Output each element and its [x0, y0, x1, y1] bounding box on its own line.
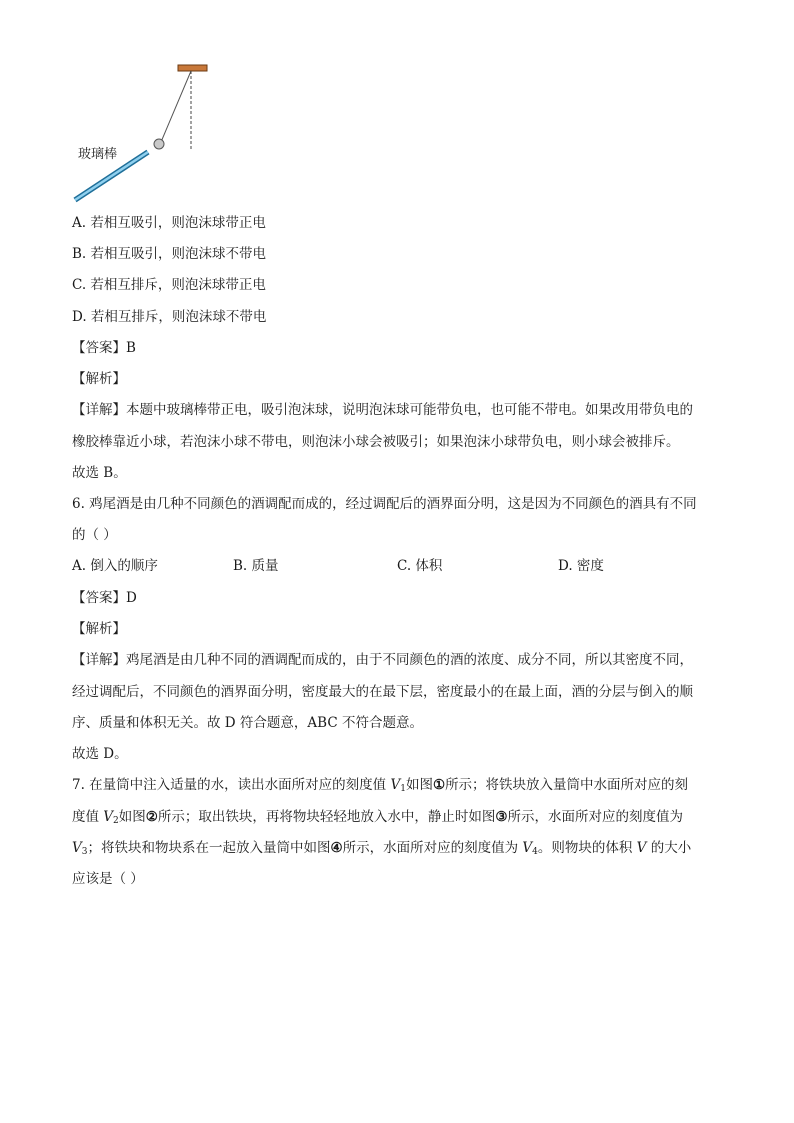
q6-conclusion: 故选 D。 — [72, 746, 128, 762]
q7-text: 7. 在量筒中注入适量的水，读出水面所对应的刻度值 — [72, 777, 391, 793]
q5-detail-line: 【详解】本题中玻璃棒带正电，吸引泡沫球，说明泡沫球可能带负电，也可能不带电。如果改用带负电的 — [72, 402, 693, 418]
q6-option-c: C. 体积 — [397, 558, 443, 574]
q7-text: 所示，水面所对应的刻度值为 — [507, 809, 683, 825]
q7-subscript: 4 — [532, 847, 538, 857]
q6-analysis-heading: 【解析】 — [72, 621, 126, 637]
q6-detail-line: 序、质量和体积无关。故 D 符合题意，ABC 不符合题意。 — [72, 715, 423, 731]
q6-stem-line: 6. 鸡尾酒是由几种不同颜色的酒调配而成的，经过调配后的酒界面分明，这是因为不同颜色的酒具有不同 — [72, 496, 697, 512]
q7-stem-line — [72, 776, 688, 798]
q5-option-d: D. 若相互排斥，则泡沫球不带电 — [72, 309, 267, 325]
q7-subscript: 2 — [113, 816, 119, 826]
ceiling-mount — [178, 65, 207, 71]
q7-figure-number: ② — [145, 809, 158, 825]
q5-conclusion: 故选 B。 — [72, 465, 127, 481]
q6-answer: 【答案】D — [72, 590, 137, 606]
q7-stem-line: 应该是（ ） — [72, 871, 144, 887]
q5-detail-line: 橡胶棒靠近小球，若泡沫小球不带电，则泡沫小球会被吸引；如果泡沫小球带负电，则小球会被排斥。 — [72, 434, 680, 450]
q7-variable: V — [522, 840, 533, 856]
q7-text: 如图 — [118, 809, 146, 825]
suspension-thread — [161, 71, 191, 142]
foam-ball — [154, 139, 164, 149]
q7-figure-number: ③ — [495, 809, 508, 825]
q7-text: 所示，水面所对应的刻度值为 — [342, 840, 523, 856]
q7-variable: V — [72, 840, 82, 856]
q7-stem-line — [72, 808, 683, 830]
q7-text: 。则物块的体积 — [537, 840, 637, 856]
q5-answer: 【答案】B — [72, 340, 136, 356]
q7-text: 如图 — [405, 777, 433, 793]
q5-option-a: A. 若相互吸引，则泡沫球带正电 — [72, 215, 266, 231]
q6-option-d: D. 密度 — [558, 558, 604, 574]
q7-text: 的大小 — [646, 840, 692, 856]
q7-text: ；将铁块和物块系在一起放入量筒中如图 — [87, 840, 331, 856]
q6-detail-line: 【详解】鸡尾酒是由几种不同的酒调配而成的，由于不同颜色的酒的浓度、成分不同，所以其密度不同， — [72, 652, 693, 668]
q7-figure-number: ④ — [330, 840, 343, 856]
q7-subscript: 3 — [81, 847, 88, 857]
q6-stem-line: 的（ ） — [72, 527, 117, 543]
q7-subscript: 1 — [400, 784, 406, 794]
q7-variable: V — [390, 777, 401, 793]
q7-stem-line — [72, 839, 691, 861]
q6-option-a: A. 倒入的顺序 — [72, 558, 158, 574]
q7-text: 所示；取出铁块，再将物块轻轻地放入水中，静止时如图 — [157, 809, 496, 825]
q7-figure-number: ① — [432, 777, 446, 793]
q7-text: 所示；将铁块放入量筒中水面所对应的刻 — [445, 777, 689, 793]
q7-variable: V — [103, 809, 114, 825]
q6-option-b: B. 质量 — [233, 558, 279, 574]
q7-variable: V — [636, 840, 647, 856]
glass-rod-label: 玻璃棒 — [78, 147, 118, 162]
q5-option-b: B. 若相互吸引，则泡沫球不带电 — [72, 246, 267, 262]
q5-analysis-heading: 【解析】 — [72, 371, 126, 387]
q6-detail-line: 经过调配后，不同颜色的酒界面分明，密度最大的在最下层，密度最小的在最上面，酒的分层与倒入的顺 — [72, 684, 693, 700]
q5-option-c: C. 若相互排斥，则泡沫球带正电 — [72, 277, 266, 293]
electrostatics-figure — [0, 0, 794, 210]
q7-text: 度值 — [72, 809, 104, 825]
